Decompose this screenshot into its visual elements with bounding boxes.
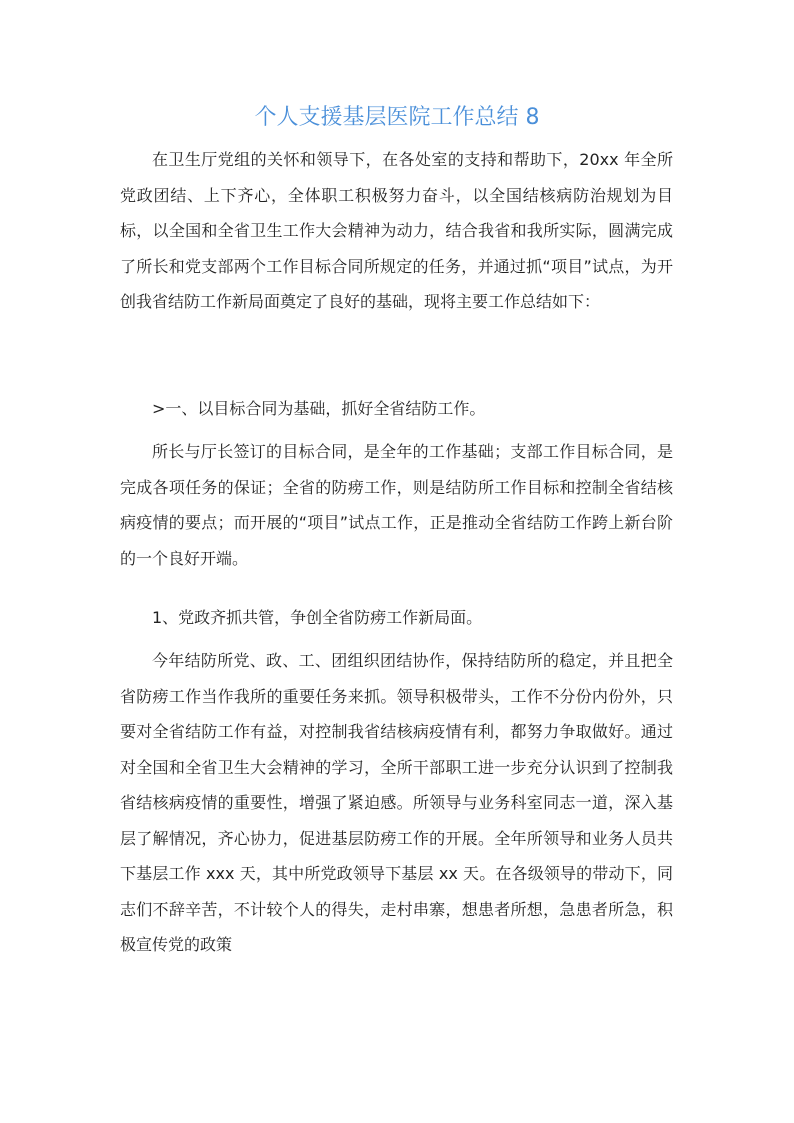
paragraph-party-work: 今年结防所党、政、工、团组织团结协作，保持结防所的稳定，并且把全省防痨工作当作我所的重要任务来抓。领导积极带头，工作不分份内份外，只要对全省结防工作有益，对控制我省结核病疫情有利，都努力争取做好。通过对全国和全省卫生大会精神的学习，全所干部职工进一步充分认识到了控制我省结核病疫情的重要性，增强了紧迫感。所领导与业务科室同志一道，深入基层了解情况，齐心协力，促进基层防痨工作的开展。全年所领导和业务人员共下基层工作 xxx 天，其中所党政领导下基层 xx 天。在各级领导的带动下，同志们不辞辛苦，不计较个人的得失，走村串寨，想患者所想，急患者所急，积极宣传党的政策 [120, 651, 673, 954]
paragraph-goals: 所长与厅长签订的目标合同，是全年的工作基础；支部工作目标合同，是完成各项任务的保证；全省的防痨工作，则是结防所工作目标和控制全省结核病疫情的要点；而开展的“项目”试点工作，正是推动全省结防工作跨上新台阶的一个良好开端。 [120, 442, 673, 568]
subsection-heading-1: 1、党政齐抓共管，争创全省防痨工作新局面。 [152, 608, 483, 627]
document-title: 个人支援基层医院工作总结 8 [254, 105, 540, 130]
paragraph-intro: 在卫生厅党组的关怀和领导下，在各处室的支持和帮助下，20xx 年全所党政团结、上下齐心，全体职工积极努力奋斗，以全国结核病防治规划为目标，以全国和全省卫生工作大会精神为动力，结合我省和我所实际，圆满完成了所长和党支部两个工作目标合同所规定的任务，并通过抓“项目”试点，为开创我省结防工作新局面奠定了良好的基础，现将主要工作总结如下： [120, 150, 673, 311]
section-heading-1: >一、以目标合同为基础，抓好全省结防工作。 [152, 399, 486, 418]
